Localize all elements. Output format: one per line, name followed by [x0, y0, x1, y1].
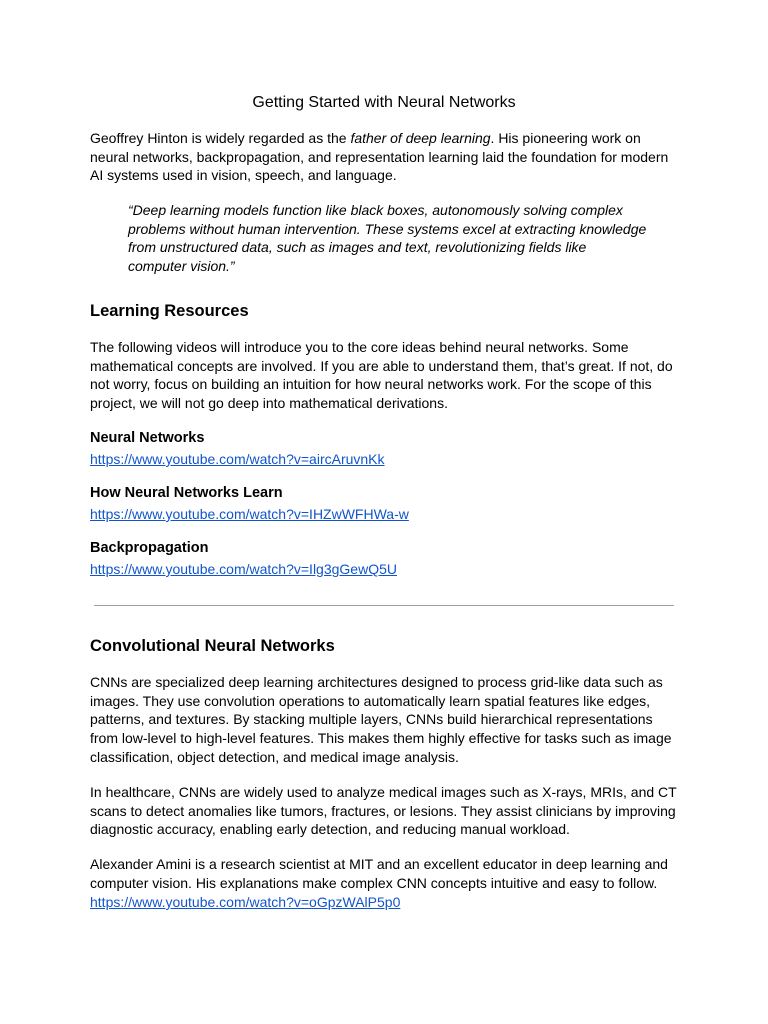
video-title-neural-networks: Neural Networks: [90, 430, 205, 446]
video-link-alexander-amini[interactable]: https://www.youtube.com/watch?v=oGpzWAlP5p0: [90, 894, 401, 910]
intro-emphasis: father of deep learning: [350, 130, 491, 146]
cnn-paragraph-2: In healthcare, CNNs are widely used to analyze medical images such as X-rays, MRIs, and CT scans to detect anomalies like tumors, fractures, or lesions. They assist clinicians by improving diagnostic accuracy, enabling early detection, and reducing manual workload.: [90, 784, 677, 838]
quote-line-4: computer vision.”: [128, 258, 235, 275]
cnn-paragraph-1: CNNs are specialized deep learning architectures designed to process grid-like data such as images. They use convolution operations to automatically learn spatial features like edges, patterns, and textures. By stacking multiple layers, CNNs build hierarchical representations from low-level to high-level features. This makes them highly effective for tasks such as image classification, object detection, and medical image analysis.: [90, 674, 672, 765]
quote-line-2: problems without human intervention. These systems excel at extracting knowledge: [128, 220, 647, 237]
video-link-backpropagation[interactable]: https://www.youtube.com/watch?v=Ilg3gGewQ5U: [90, 561, 397, 577]
hinton-quote: [128, 201, 648, 276]
intro-text-after: . His pioneering work on neural networks, backpropagation, and representation learning laid the foundation for modern AI systems used in vision, speech, and language.: [90, 130, 669, 184]
video-title-how-neural-networks-learn: How Neural Networks Learn: [90, 485, 283, 501]
intro-paragraph: [90, 129, 680, 185]
learning-resources-heading: Learning Resources: [90, 302, 249, 320]
document-title: Getting Started with Neural Networks: [252, 94, 516, 111]
intro-text-before: Geoffrey Hinton is widely regarded as the: [90, 130, 351, 146]
cnn-paragraph-3: Alexander Amini is a research scientist at MIT and an excellent educator in deep learning and computer vision. His explanations make complex CNN concepts intuitive and easy to follow.: [90, 856, 668, 891]
video-title-backpropagation: Backpropagation: [90, 540, 209, 556]
video-link-how-neural-networks-learn[interactable]: https://www.youtube.com/watch?v=IHZwWFHWa-w: [90, 506, 409, 522]
video-link-neural-networks[interactable]: https://www.youtube.com/watch?v=aircAruvnKk: [90, 451, 385, 467]
learning-resources-description: The following videos will introduce you to the core ideas behind neural networks. Some mathematical concepts are involved. If you are able to understand them, that’s great. If not, do not worry, focus on building an intuition for how neural networks work. For the scope of this project, we will not go deep into mathematical derivations.: [90, 339, 673, 412]
quote-line-3: from unstructured data, such as images and text, revolutionizing fields like: [128, 239, 587, 256]
section-divider: [94, 605, 674, 606]
cnn-heading: Convolutional Neural Networks: [90, 637, 335, 655]
quote-line-1: “Deep learning models function like black boxes, autonomously solving complex: [128, 202, 623, 218]
